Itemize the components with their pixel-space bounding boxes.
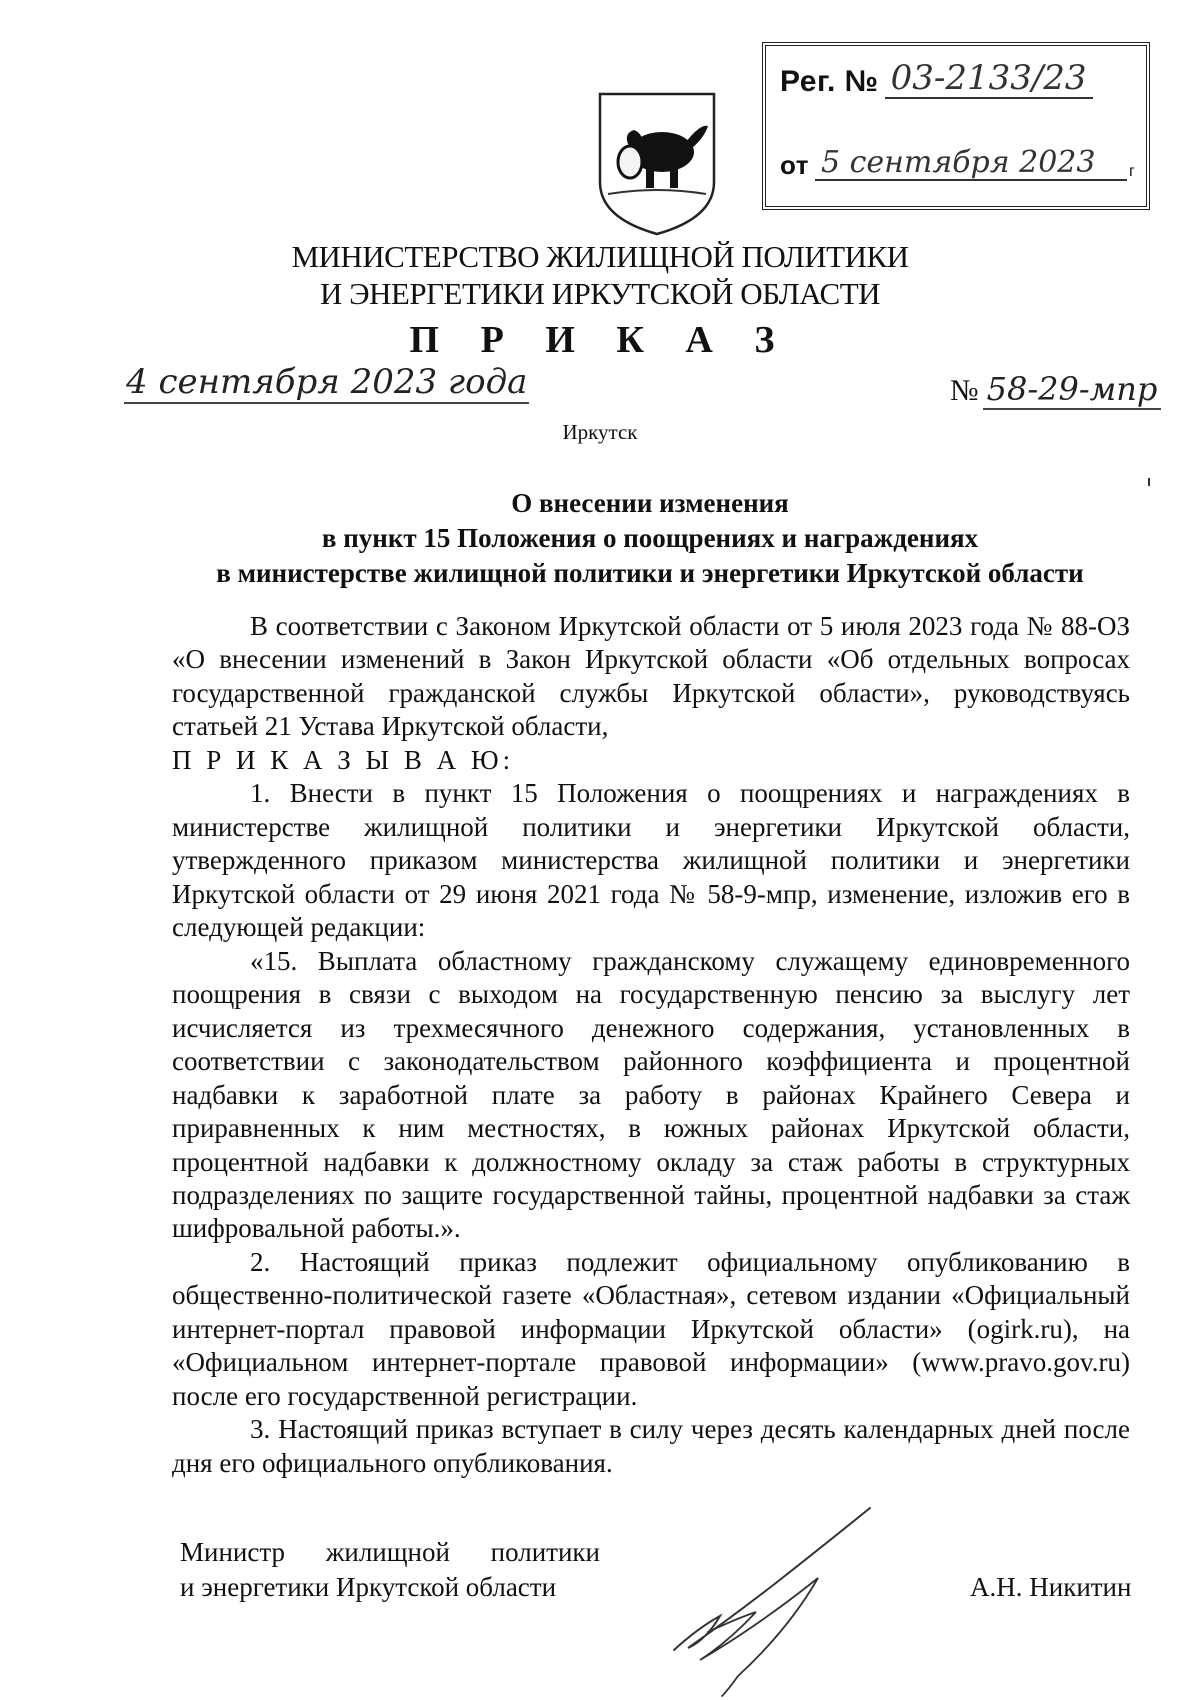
document-heading [150,486,1150,591]
heading-line1: О внесении изменения [511,488,789,518]
order-number-block [950,370,1161,408]
registration-date-row [780,146,1135,181]
ministry-name-line1: МИНИСТЕРСТВО ЖИЛИЩНОЙ ПОЛИТИКИ [291,239,909,274]
ministry-name [0,238,1200,312]
handwritten-signature [668,1500,888,1700]
item-3-paragraph: 3. Настоящий приказ вступает в силу через десять календарных дней после дня его официального опубликования. [172,1414,1130,1478]
item-1-quote-paragraph: «15. Выплата областному гражданскому служащему единовременного поощрения в связи с выходом на государственную пенсию за выслугу лет исчисляется из трехмесячного денежного содержания, установленных в соответствии с законодательством районного коэффициента и процентной надбавки к заработной плате за работу в районах Крайнего Севера и приравненных к ним местностях, в южных районах Иркутской области, процентной надбавки к должностному окладу за стаж работы в структурных подразделениях по защите государственной тайны, процентной надбавки за стаж шифровальной работы.». [172,945,1130,1244]
number-sign: № [950,374,979,407]
document-body [172,610,1130,1480]
signatory-title [180,1535,600,1605]
order-date: 4 сентября 2023 года [126,362,528,402]
signatory-name: А.Н. Никитин [970,1572,1132,1602]
item-1-paragraph: 1. Внести в пункт 15 Положения о поощрениях и награждениях в министерстве жилищной политики и энергетики Иркутской области, утвержденного приказом министерства жилищной политики и энергетики Иркутской области от 29 июня 2021 года № 58-9-мпр, изменение, изложив его в следующей редакции: [172,778,1130,943]
registration-number-row [780,60,1093,99]
registration-date-suffix: г [1128,163,1135,180]
order-word: П Р И К А З Ы В А Ю: [172,744,515,775]
city-name: Иркутск [562,420,638,444]
registration-date-label: от [780,150,809,180]
signatory-title-line2: и энергетики Иркутской области [180,1572,557,1603]
signatory-title-line1: Министр жилищной политики [180,1537,600,1567]
registration-date: 5 сентября 2023 [815,146,1127,181]
registration-stamp [762,42,1150,210]
ministry-name-line2: И ЭНЕРГЕТИКИ ИРКУТСКОЙ ОБЛАСТИ [319,276,881,312]
registration-number: 03-2133/23 [885,60,1093,99]
order-number: 58-29-мпр [983,370,1162,410]
heading-line3: в министерстве жилищной политики и энергетики Иркутской области [216,558,1084,589]
order-title: П Р И К А З [409,319,791,361]
coat-of-arms-icon [596,90,718,238]
registration-number-label: Рег. № [780,65,879,99]
preamble-paragraph: В соответствии с Законом Иркутской области от 5 июля 2023 года № 88-ОЗ «О внесении изменений в Закон Иркутской области «Об отдельных вопросах государственной гражданской службы Иркутской области», руководствуясь статьей 21 Устава Иркутской области, [172,611,1130,742]
heading-line2: в пункт 15 Положения о поощрениях и награждениях [321,523,979,554]
scan-mark [1148,478,1150,486]
item-2-paragraph: 2. Настоящий приказ подлежит официальному опубликованию в общественно-политической газете «Областная», сетевом издании «Официальный интернет-портал правовой информации Иркутской области» (ogirk.ru), на «Официальном интернет-портале правовой информации» (www.pravo.gov.ru) после его государственной регистрации. [172,1246,1130,1411]
